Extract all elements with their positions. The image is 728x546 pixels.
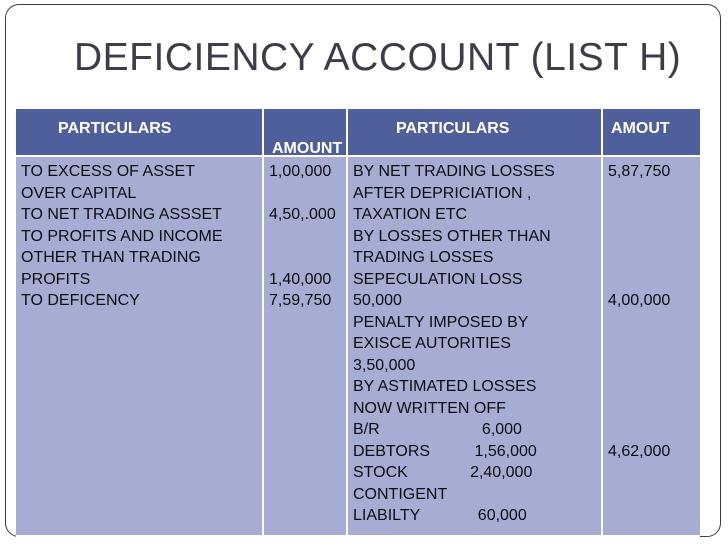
left-amounts-cell: 1,00,000 4,50,.000 1,40,000 7,59,750	[264, 157, 348, 537]
header-amount-right-label: AMOUT	[611, 120, 670, 137]
header-amount-left-label: AMOUNT	[272, 140, 343, 157]
header-particulars-right	[348, 109, 603, 157]
header-particulars-left	[16, 109, 264, 157]
header-particulars-left-label: PARTICULARS	[58, 120, 172, 137]
header-particulars-right-label: PARTICULARS	[396, 120, 510, 137]
left-particulars-cell: TO EXCESS OF ASSET OVER CAPITAL TO NET TRADING ASSSET TO PROFITS AND INCOME OTHER THAN TRADING PROFITS TO DEFICENCY	[16, 157, 264, 537]
deficiency-account-table	[16, 109, 700, 537]
header-amount-left	[264, 109, 348, 157]
right-particulars-cell: BY NET TRADING LOSSES AFTER DEPRICIATION , TAXATION ETC BY LOSSES OTHER THAN TRADING LOSSES SEPECULATION LOSS 50,000 PENALTY IMPOSED BY EXISCE AUTORITIES 3,50,000 BY ASTIMATED LOSSES NOW WRITTEN OFF B/R 6,000 DEBTORS 1,56,000 STOCK 2,40,000 CONTIGENT LIABILTY 60,000	[348, 157, 603, 537]
header-amount-right	[603, 109, 700, 157]
table-grid	[16, 109, 700, 537]
right-amounts-cell: 5,87,750 4,00,000 4,62,000	[603, 157, 700, 537]
slide-title: DEFICIENCY ACCOUNT (LIST H)	[74, 36, 682, 79]
